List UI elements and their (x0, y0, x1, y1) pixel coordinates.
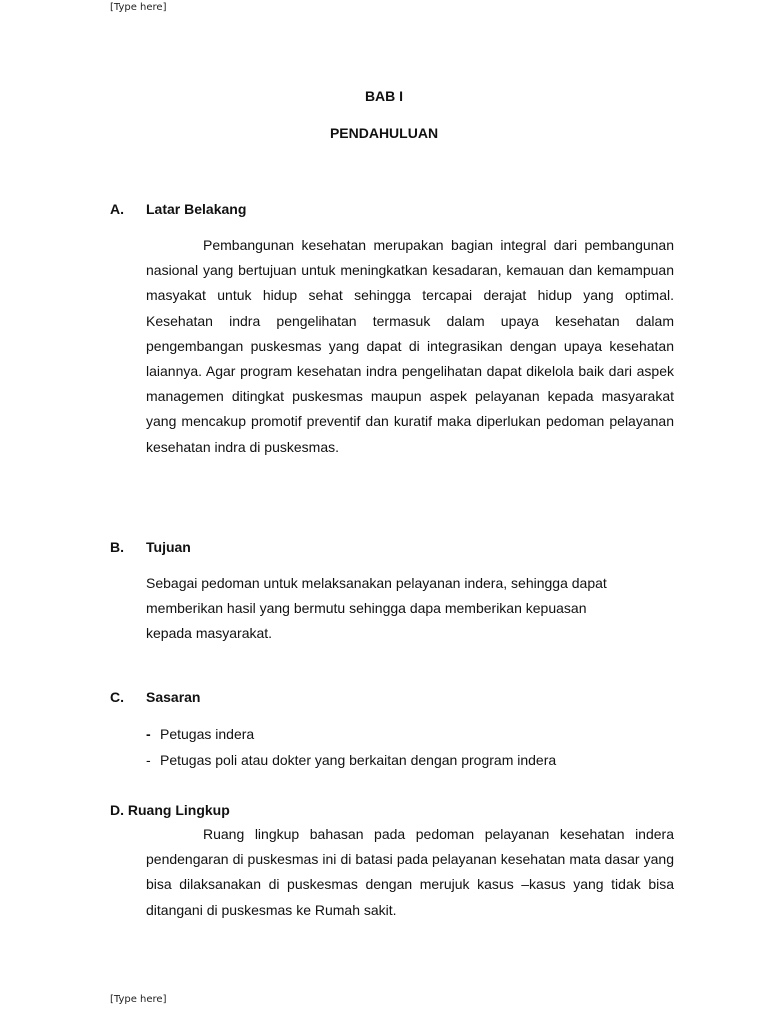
section-b-letter: B. (110, 539, 124, 555)
section-a-title: Latar Belakang (146, 201, 247, 217)
list-item (146, 726, 254, 742)
section-d-title: D. Ruang Lingkup (110, 802, 230, 818)
section-c-title: Sasaran (146, 689, 201, 705)
bullet-text: Petugas poli atau dokter yang berkaitan dengan program indera (160, 752, 557, 768)
bullet-dash: - (146, 752, 151, 768)
section-a-body: Pembangunan kesehatan merupakan bagian integral dari pembangunan nasional yang bertujuan untuk meningkatkan kesadaran, kemauan dan kemampuan masyakat untuk hidup sehat sehingga tercapai derajat hidup yang optimal. Kesehatan indra pengelihatan termasuk dalam upaya kesehatan dalam pengembangan puskesmas yang dapat di integrasikan dengan upaya kesehatan laiannya. Agar program kesehatan indra pengelihatan dapat dikelola baik dari aspek managemen ditingkat puskesmas maupun aspek pelayanan kepada masyarakat yang mencakup promotif preventif dan kuratif maka diperlukan pedoman pelayanan kesehatan indra di puskesmas. (146, 237, 674, 455)
section-c-letter: C. (110, 689, 124, 705)
section-b-line-2: memberikan hasil yang bermutu sehingga dapa memberikan kepuasan (146, 600, 587, 616)
section-b-line-1: Sebagai pedoman untuk melaksanakan pelayanan indera, sehingga dapat (146, 575, 607, 591)
section-b-title: Tujuan (146, 539, 191, 555)
section-d-body: Ruang lingkup bahasan pada pedoman pelayanan kesehatan indera pendengaran di puskesmas ini di batasi pada pelayanan kesehatan mata dasar yang bisa dilaksanakan di puskesmas dengan merujuk kasus –kasus yang tidak bisa ditangani di puskesmas ke Rumah sakit. (146, 826, 674, 918)
chapter-title: PENDAHULUAN (329, 125, 439, 141)
section-b-line-3: kepada masyarakat. (146, 625, 273, 641)
page-footer: [Type here] (110, 994, 167, 1005)
page-header: [Type here] (110, 2, 167, 13)
list-item (146, 752, 556, 768)
section-a-letter: A. (110, 201, 124, 217)
bullet-dash: - (146, 726, 151, 742)
bullet-text: Petugas indera (160, 726, 255, 742)
chapter-number: BAB I (364, 88, 404, 104)
